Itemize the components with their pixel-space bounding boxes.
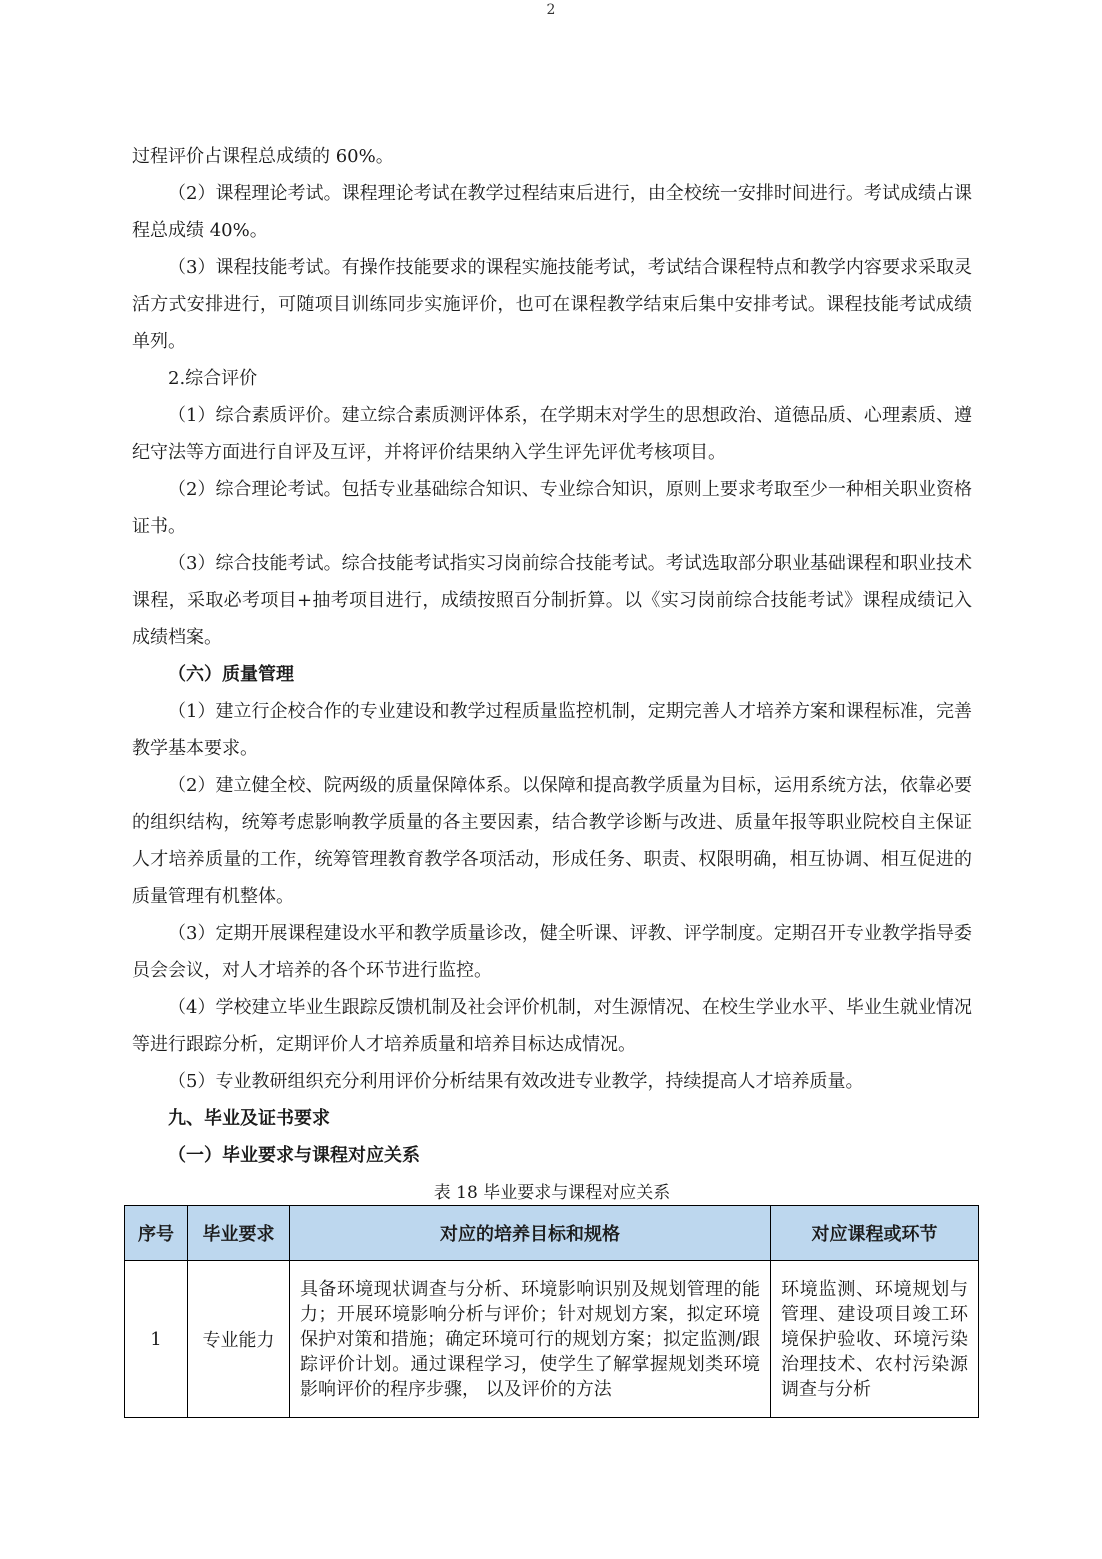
cell-requirement: 专业能力 [188,1261,290,1418]
header-courses: 对应课程或环节 [771,1206,979,1261]
paragraph: （3）课程技能考试。有操作技能要求的课程实施技能考试，考试结合课程特点和教学内容要求采取灵活方式安排进行，可随项目训练同步实施评价，也可在课程教学结束后集中安排考试。课程技能考试成绩单列。 [132,257,972,352]
paragraph: 过程评价占课程总成绩的 60%。 [132,146,394,167]
cell-index: 1 [125,1261,188,1418]
table-caption: 表 18 毕业要求与课程对应关系 [433,1183,671,1203]
page-number: 2 [546,2,556,18]
section-heading: （六）质量管理 [168,664,294,685]
paragraph: （2）建立健全校、院两级的质量保障体系。以保障和提高教学质量为目标，运用系统方法，依靠必要的组织结构，统筹考虑影响教学质量的各主要因素，结合教学诊断与改进、质量年报等职业院校自主保证人才培养质量的工作，统筹管理教育教学各项活动，形成任务、职责、权限明确，相互协调、相互促进的质量管理有机整体。 [132,775,972,907]
subsection-title: 2.综合评价 [168,368,258,389]
header-index: 序号 [125,1206,188,1261]
cell-courses: 环境监测、环境规划与管理、建设项目竣工环境保护验收、环境污染治理技术、农村污染源调查与分析 [771,1261,979,1418]
paragraph: （1）综合素质评价。建立综合素质测评体系，在学期末对学生的思想政治、道德品质、心理素质、遵纪守法等方面进行自评及互评，并将评价结果纳入学生评先评优考核项目。 [132,405,972,463]
paragraph: （5）专业教研组织充分利用评价分析结果有效改进专业教学，持续提高人才培养质量。 [168,1071,864,1092]
paragraph: （2）综合理论考试。包括专业基础综合知识、专业综合知识，原则上要求考取至少一种相关职业资格证书。 [132,479,972,537]
table-row [125,1261,979,1418]
header-requirement: 毕业要求 [188,1206,290,1261]
paragraph: （1）建立行企校合作的专业建设和教学过程质量监控机制，定期完善人才培养方案和课程标准，完善教学基本要求。 [132,701,972,759]
requirements-table [124,1205,979,1418]
paragraph: （3）综合技能考试。综合技能考试指实习岗前综合技能考试。考试选取部分职业基础课程和职业技术课程，采取必考项目+抽考项目进行，成绩按照百分制折算。以《实习岗前综合技能考试》课程成绩记入成绩档案。 [132,553,972,648]
header-goals: 对应的培养目标和规格 [290,1206,771,1261]
document-body [132,138,972,1208]
chapter-heading: 九、毕业及证书要求 [168,1108,330,1129]
section-heading: （一）毕业要求与课程对应关系 [168,1145,420,1166]
table-header-row [125,1206,979,1261]
paragraph: （4）学校建立毕业生跟踪反馈机制及社会评价机制，对生源情况、在校生学业水平、毕业生就业情况等进行跟踪分析，定期评价人才培养质量和培养目标达成情况。 [132,997,972,1055]
cell-goals: 具备环境现状调查与分析、环境影响识别及规划管理的能力；开展环境影响分析与评价；针对规划方案，拟定环境保护对策和措施；确定环境可行的规划方案；拟定监测/跟踪评价计划。通过课程学习，使学生了解掌握规划类环境影响评价的程序步骤， 以及评价的方法 [290,1261,771,1418]
paragraph: （3）定期开展课程建设水平和教学质量诊改，健全听课、评教、评学制度。定期召开专业教学指导委员会会议，对人才培养的各个环节进行监控。 [132,923,972,981]
paragraph: （2）课程理论考试。课程理论考试在教学过程结束后进行，由全校统一安排时间进行。考试成绩占课程总成绩 40%。 [132,183,972,241]
